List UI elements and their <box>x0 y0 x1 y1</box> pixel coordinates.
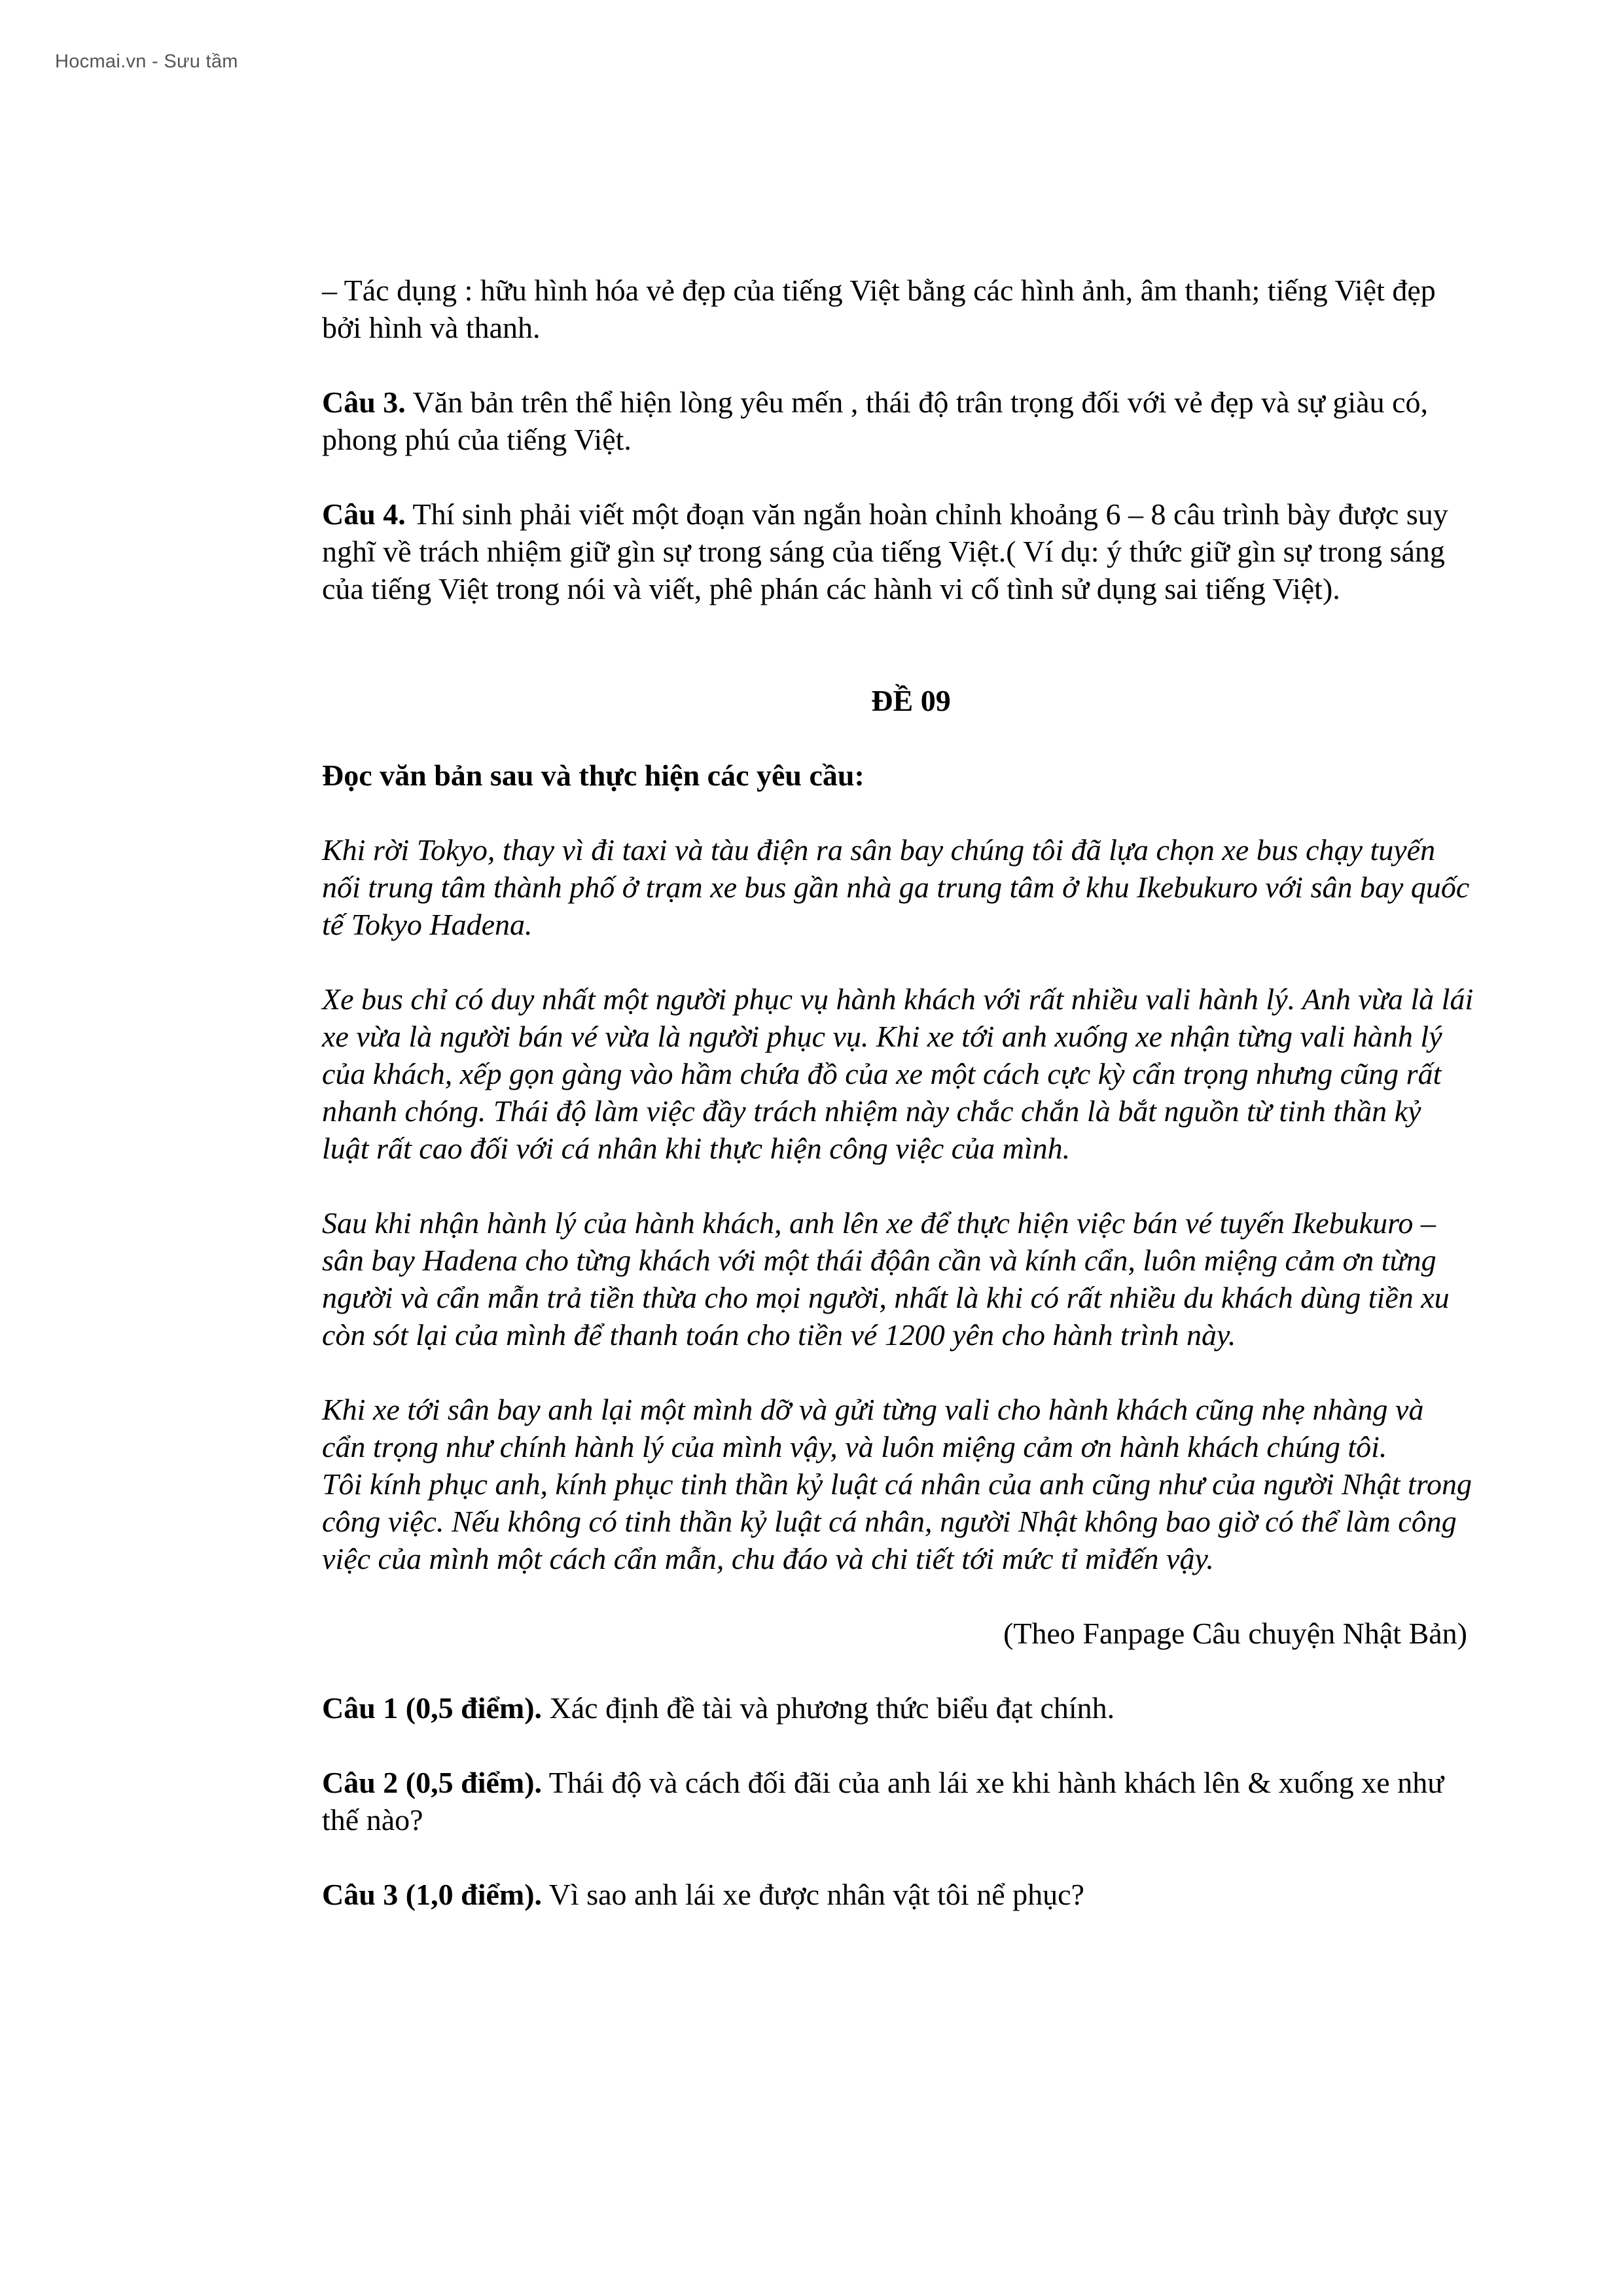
passage-paragraph-1: Khi rời Tokyo, thay vì đi taxi và tàu điện ra sân bay chúng tôi đã lựa chọn xe bus chạy tuyến nối trung tâm thành phố ở trạm xe bus gần nhà ga trung tâm ở khu Ikebukuro với sân bay quốc tế Tokyo Hadena. <box>322 833 1470 941</box>
question-3-text: Vì sao anh lái xe được nhân vật tôi nể phục? <box>542 1878 1084 1911</box>
question-1 <box>322 1689 1474 1727</box>
question-1-label: Câu 1 (0,5 điểm). <box>322 1691 543 1725</box>
question-2-label: Câu 2 (0,5 điểm). <box>322 1766 543 1799</box>
answer-cau-4-label: Câu 4. <box>322 497 406 531</box>
document-body <box>322 272 1474 1950</box>
exam-instruction: Đọc văn bản sau và thực hiện các yêu cầu: <box>322 759 865 792</box>
question-2-text: Thái độ và cách đối đãi của anh lái xe khi hành khách lên & xuống xe như thế nào? <box>322 1766 1444 1837</box>
answer-cau-3-label: Câu 3. <box>322 386 406 419</box>
question-1-text: Xác định đề tài và phương thức biểu đạt chính. <box>542 1691 1115 1725</box>
passage-paragraph-5: Tôi kính phục anh, kính phục tinh thần kỷ luật cá nhân của anh cũng như của người Nhật trong công việc. Nếu không có tinh thần kỷ luật cá nhân, người Nhật không bao giờ có thể làm công việc của mình một cách cẩn mẫn, chu đáo và chi tiết tới mức tỉ mỉđến vậy. <box>322 1467 1472 1575</box>
answer-cau-4 <box>322 495 1474 607</box>
passage-source: (Theo Fanpage Câu chuyện Nhật Bản) <box>1003 1617 1467 1650</box>
passage-paragraph-3: Sau khi nhận hành lý của hành khách, anh lên xe để thực hiện việc bán vé tuyến Ikebukuro – sân bay Hadena cho từng khách với một thái độân cần và kính cẩn, luôn miệng cảm ơn từng người và cẩn mẫn trả tiền thừa cho mọi người, nhất là khi có rất nhiều du khách dùng tiền xu còn sót lại của mình để thanh toán cho tiền vé 1200 yên cho hành trình này. <box>322 1206 1450 1352</box>
answer-cau-4-text: Thí sinh phải viết một đoạn văn ngắn hoàn chỉnh khoảng 6 – 8 câu trình bày được suy nghĩ về trách nhiệm giữ gìn sự trong sáng của tiếng Việt.( Ví dụ: ý thức giữ gìn sự trong sáng của tiếng Việt trong nói và viết, phê phán các hành vi cố tình sử dụng sai tiếng Việt). <box>322 497 1448 605</box>
question-3 <box>322 1876 1474 1913</box>
question-2 <box>322 1764 1474 1839</box>
answer-cau-3-text: Văn bản trên thể hiện lòng yêu mến , thái độ trân trọng đối với vẻ đẹp và sự giàu có, phong phú của tiếng Việt. <box>322 386 1429 456</box>
answer-cau-3 <box>322 384 1474 458</box>
passage-paragraph-4: Khi xe tới sân bay anh lại một mình dỡ và gửi từng vali cho hành khách cũng nhẹ nhàng và cẩn trọng như chính hành lý của mình vậy, và luôn miệng cảm ơn hành khách chúng tôi. <box>322 1393 1424 1463</box>
question-3-label: Câu 3 (1,0 điểm). <box>322 1878 543 1911</box>
passage-paragraph-2: Xe bus chỉ có duy nhất một người phục vụ hành khách với rất nhiều vali hành lý. Anh vừa là lái xe vừa là người bán vé vừa là người phục vụ. Khi xe tới anh xuống xe nhận từng vali hành lý của khách, xếp gọn gàng vào hầm chứa đồ của xe một cách cực kỳ cẩn trọng nhưng cũng rất nhanh chóng. Thái độ làm việc đầy trách nhiệm này chắc chắn là bắt nguồn từ tinh thần kỷ luật rất cao đối với cá nhân khi thực hiện công việc của mình. <box>322 982 1474 1165</box>
watermark: Hocmai.vn - Sưu tầm <box>55 51 238 72</box>
answer-tac-dung: – Tác dụng : hữu hình hóa vẻ đẹp của tiếng Việt bằng các hình ảnh, âm thanh; tiếng Việt đẹp bởi hình và thanh. <box>322 274 1436 344</box>
exam-title: ĐỀ 09 <box>871 684 951 717</box>
